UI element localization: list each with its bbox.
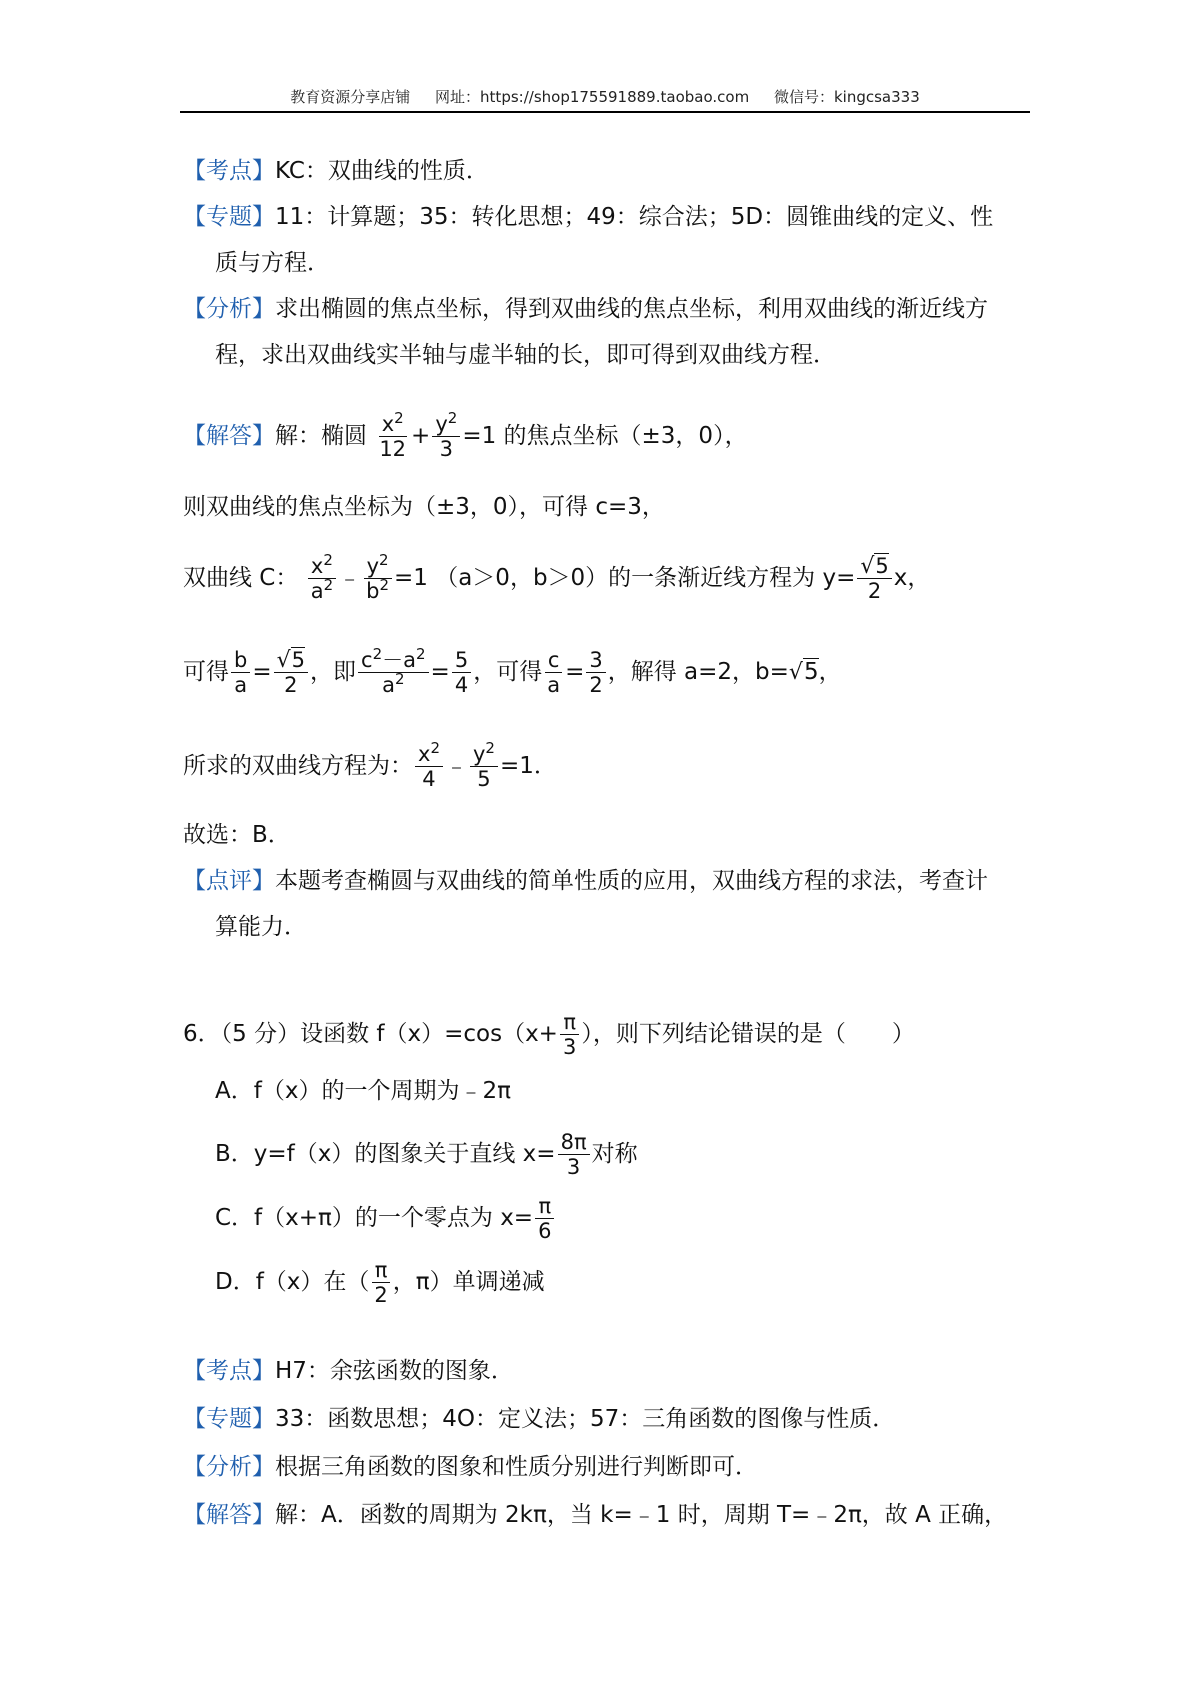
q6-jieda-text: 解：A．函数的周期为 2kπ，当 k=﹣1 时，周期 T=﹣2π，故 A 正确， bbox=[275, 1502, 1008, 1528]
q5-jieda-tag: 【解答】 bbox=[183, 423, 275, 449]
fraction-8pi-over-3: $\frac{8\pi}{3}$ bbox=[558, 1130, 590, 1179]
q6-zhuanti-tag: 【专题】 bbox=[183, 1406, 275, 1432]
q5-zhuanti-text-2: 质与方程． bbox=[215, 250, 330, 276]
q6-zhuanti bbox=[183, 1404, 895, 1434]
fraction-3-over-2: $\frac{3}{2}$ bbox=[586, 648, 605, 697]
q6-zhuanti-text: 33：函数思想；4O：定义法；57：三角函数的图像与性质． bbox=[275, 1406, 896, 1432]
sqrt-symbol: √ bbox=[788, 660, 803, 685]
q6-jieda-tag: 【解答】 bbox=[183, 1502, 275, 1528]
q5-guxuan: 故选：B． bbox=[183, 822, 291, 848]
fraction-5-over-4: $\frac{5}{4}$ bbox=[452, 648, 471, 697]
q5-fenxi-tag: 【分析】 bbox=[183, 296, 275, 322]
fraction-x2-over-12: $\frac{x^2}{12}$ bbox=[379, 409, 407, 461]
fraction-c-over-a: $\frac{c}{a}$ bbox=[544, 648, 563, 697]
q5-zhuanti-tag: 【专题】 bbox=[183, 204, 275, 230]
q5-fenxi-text-1: 求出椭圆的焦点坐标，得到双曲线的焦点坐标，利用双曲线的渐近线方 bbox=[275, 296, 988, 322]
q6-option-b: B．y=f（x）的图象关于直线 x= $\frac{8\pi}{3}$ 对称 bbox=[215, 1130, 638, 1179]
q6-kaodian bbox=[183, 1356, 514, 1386]
q6-jieda bbox=[183, 1500, 1007, 1530]
fraction-pi-over-2: $\frac{\pi}{2}$ bbox=[371, 1258, 390, 1307]
fraction-b-over-a: $\frac{b}{a}$ bbox=[231, 648, 250, 697]
fraction-x2-over-4: $\frac{x^2}{4}$ bbox=[415, 742, 443, 791]
q5-dianping-text-1: 本题考查椭圆与双曲线的简单性质的应用，双曲线方程的求法，考查计 bbox=[275, 868, 988, 894]
q5-kaodian-text: KC：双曲线的性质． bbox=[275, 158, 489, 184]
q5-jieda-line-2: 则双曲线的焦点坐标为（±3，0），可得 c=3， bbox=[183, 494, 665, 520]
header-shop: 教育资源分享店铺 bbox=[290, 88, 411, 106]
fraction-pi-over-3: $\frac{\pi}{3}$ bbox=[560, 1010, 579, 1059]
fraction-sqrt5-over-2: $\frac{√5}{2}$ bbox=[274, 648, 308, 697]
q6-option-c: C．f（x+π）的一个零点为 x= $\frac{\pi}{6}$ bbox=[215, 1194, 556, 1243]
q6-kaodian-tag: 【考点】 bbox=[183, 1358, 275, 1384]
q5-dianping bbox=[183, 866, 988, 896]
q6-stem: 6．（5 分）设函数 f（x）=cos（x+ $\frac{\pi}{3}$ ），则下列结论错误的是（ ） bbox=[183, 1010, 915, 1059]
q5-jieda-line-1: 【解答】解：椭圆 $\frac{x^2}{12}$ + $\frac{y^2}{3}$ =1 的焦点坐标（±3，0）， bbox=[183, 409, 748, 461]
fraction-c2-minus-a2-over-a2: $\frac{c^2-a^2}{a^2}$ bbox=[358, 648, 429, 697]
fraction-pi-over-6: $\frac{\pi}{6}$ bbox=[535, 1194, 554, 1243]
q5-zhuanti bbox=[183, 202, 993, 232]
q6-option-a: A．f（x）的一个周期为﹣2π bbox=[215, 1078, 511, 1104]
page-header bbox=[180, 86, 1030, 114]
q6-option-d: D．f（x）在（ $\frac{\pi}{2}$ ，π）单调递减 bbox=[215, 1258, 545, 1307]
q5-jieda-line-4: 可得 $\frac{b}{a}$ = $\frac{√5}{2}$ ，即 $\frac{c^2-a^2}{a^2}$ = $\frac{5}{4}$ ，可得 $\frac{c}{a}$ = $\frac{3}{2}$ ，解得 a=2，b=√5， bbox=[183, 645, 842, 697]
fraction-x2-over-a2: $\frac{x^2}{a^2}$ bbox=[308, 554, 336, 603]
fraction-y2-over-3: $\frac{y^2}{3}$ bbox=[432, 412, 460, 461]
q6-fenxi bbox=[183, 1452, 758, 1482]
q5-jieda-line-3: 双曲线 C： $\frac{x^2}{a^2}$ ﹣ $\frac{y^2}{b^2}$ =1 （a＞0，b＞0）的一条渐近线方程为 y= $\frac{√5}{2}$ x， bbox=[183, 551, 931, 603]
q5-jieda-line-5: 所求的双曲线方程为： $\frac{x^2}{4}$ ﹣ $\frac{y^2}{5}$ =1． bbox=[183, 739, 557, 791]
q5-fenxi bbox=[183, 294, 988, 324]
q5-kaodian bbox=[183, 156, 489, 186]
q6-fenxi-tag: 【分析】 bbox=[183, 1454, 275, 1480]
q5-dianping-tag: 【点评】 bbox=[183, 868, 275, 894]
q6-fenxi-text: 根据三角函数的图象和性质分别进行判断即可． bbox=[275, 1454, 758, 1480]
q5-fenxi-text-2: 程，求出双曲线实半轴与虚半轴的长，即可得到双曲线方程． bbox=[215, 342, 836, 368]
q5-zhuanti-text-1: 11：计算题；35：转化思想；49：综合法；5D：圆锥曲线的定义、性 bbox=[275, 204, 994, 230]
header-url: 网址：https://shop175591889.taobao.com bbox=[435, 88, 750, 106]
header-wechat: 微信号：kingcsa333 bbox=[773, 88, 920, 106]
fraction-y2-over-b2: $\frac{y^2}{b^2}$ bbox=[363, 554, 392, 603]
q5-kaodian-tag: 【考点】 bbox=[183, 158, 275, 184]
q6-kaodian-text: H7：余弦函数的图象． bbox=[275, 1358, 514, 1384]
fraction-y2-over-5: $\frac{y^2}{5}$ bbox=[470, 742, 498, 791]
fraction-sqrt5-over-2: $\frac{√5}{2}$ bbox=[857, 554, 891, 603]
header-divider bbox=[180, 111, 1030, 113]
q5-dianping-text-2: 算能力． bbox=[215, 914, 307, 940]
